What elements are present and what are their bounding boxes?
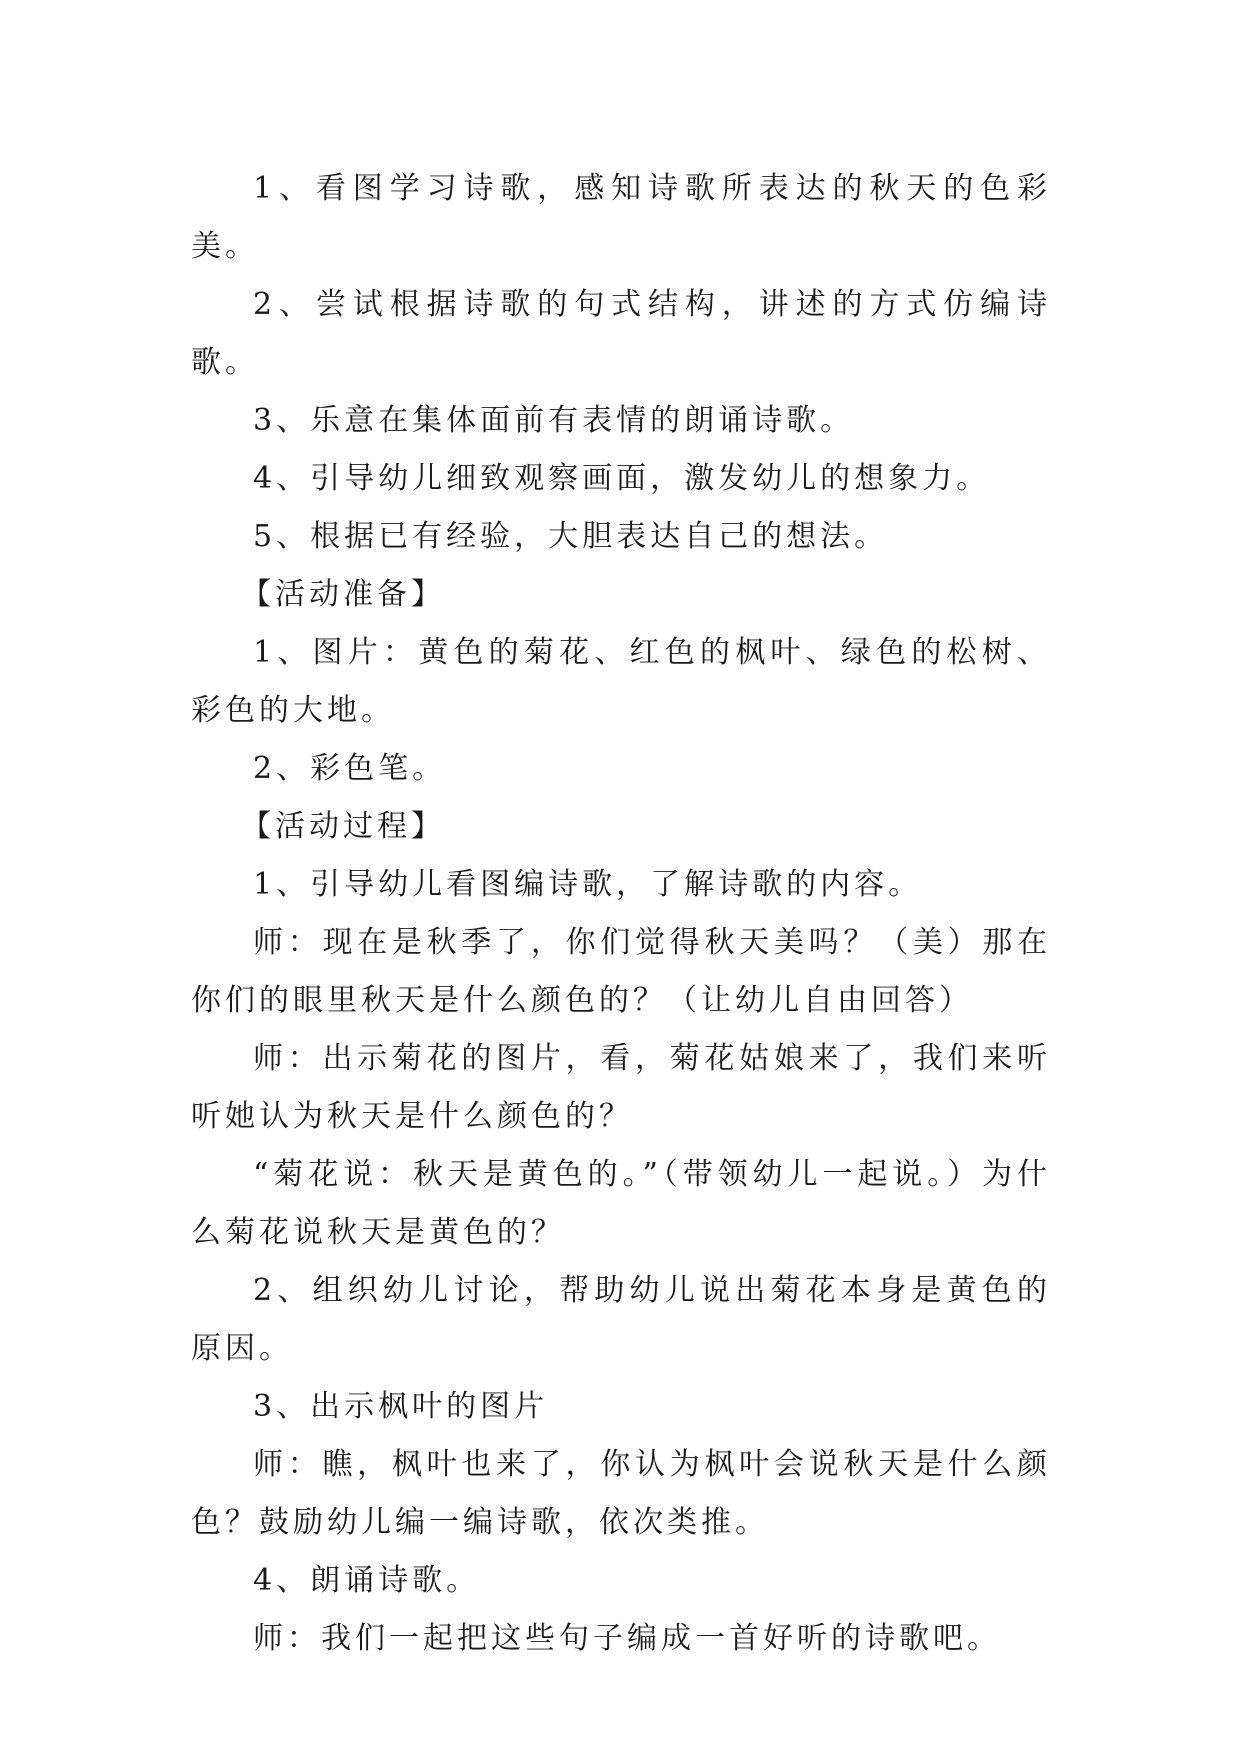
objective-2: 2、尝试根据诗歌的句式结构，讲述的方式仿编诗歌。 <box>191 287 1051 380</box>
objective-5: 5、根据已有经验，大胆表达自己的想法。 <box>253 519 889 554</box>
objective-3: 3、乐意在集体面前有表情的朗诵诗歌。 <box>253 403 855 438</box>
preparation-item-2: 2、彩色笔。 <box>253 751 447 786</box>
section-heading-process: 【活动过程】 <box>241 809 445 844</box>
objective-1: 1、看图学习诗歌，感知诗歌所表达的秋天的色彩美。 <box>191 171 1051 264</box>
process-step-2: 2、组织幼儿讨论，帮助幼儿说出菊花本身是黄色的原因。 <box>191 1273 1051 1366</box>
teacher-dialogue: 师：现在是秋季了，你们觉得秋天美吗？（美）那在你们的眼里秋天是什么颜色的？（让幼儿自由回答） <box>191 925 1051 1018</box>
teacher-dialogue: 师：我们一起把这些句子编成一首好听的诗歌吧。 <box>253 1621 1001 1656</box>
teacher-dialogue: 师：出示菊花的图片，看，菊花姑娘来了，我们来听听她认为秋天是什么颜色的？ <box>191 1041 1051 1134</box>
quote-paragraph: “菊花说：秋天是黄色的。”（带领幼儿一起说。）为什么菊花说秋天是黄色的？ <box>191 1157 1051 1250</box>
process-step-4: 4、朗诵诗歌。 <box>253 1563 481 1598</box>
process-step-3: 3、出示枫叶的图片 <box>253 1389 549 1424</box>
process-step-1: 1、引导幼儿看图编诗歌，了解诗歌的内容。 <box>253 867 923 902</box>
document-body <box>191 160 1051 1668</box>
objective-4: 4、引导幼儿细致观察画面，激发幼儿的想象力。 <box>253 461 991 496</box>
preparation-item-1: 1、图片：黄色的菊花、红色的枫叶、绿色的松树、彩色的大地。 <box>191 635 1051 728</box>
section-heading-preparation: 【活动准备】 <box>241 577 445 612</box>
teacher-dialogue: 师：瞧，枫叶也来了，你认为枫叶会说秋天是什么颜色？鼓励幼儿编一编诗歌，依次类推。 <box>191 1447 1051 1540</box>
